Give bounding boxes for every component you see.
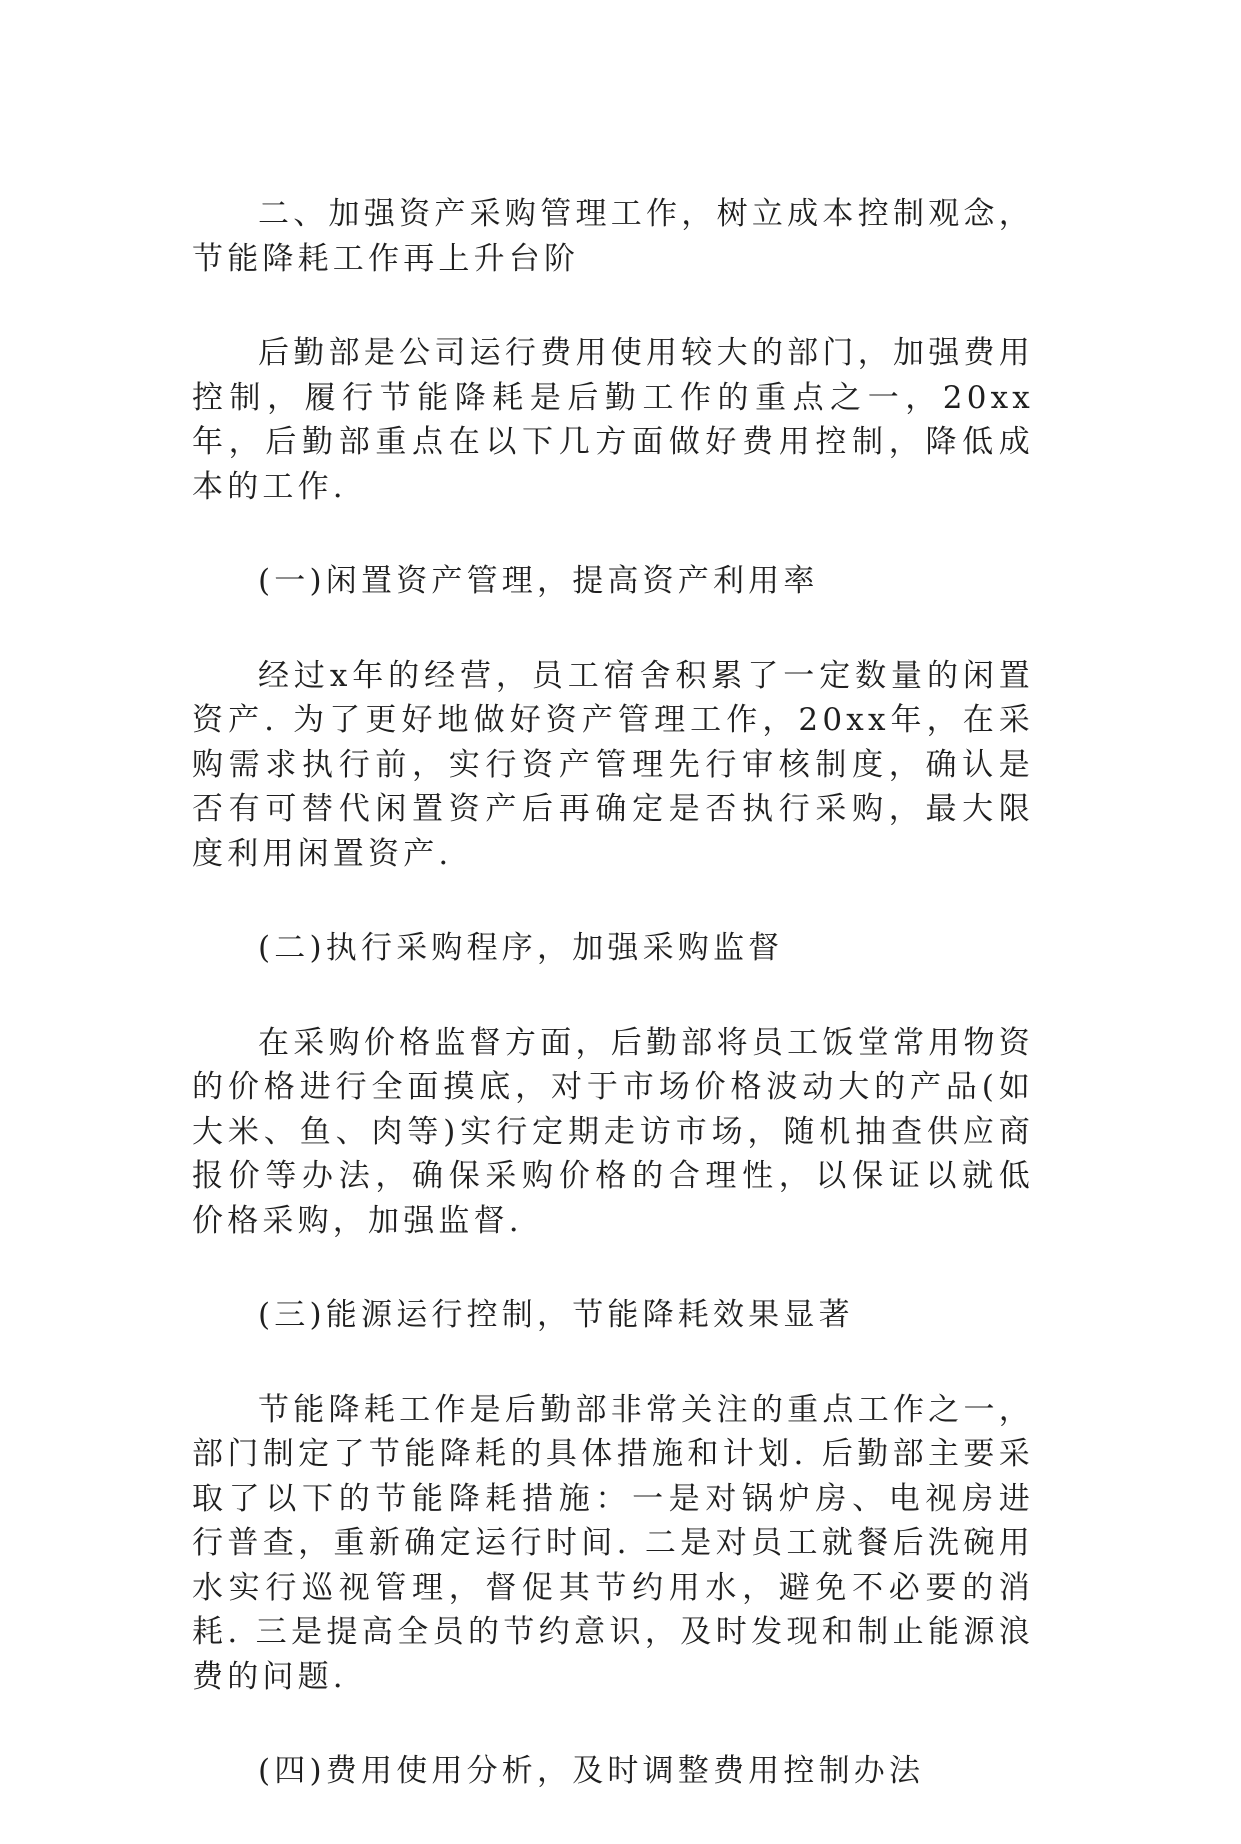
document-body	[192, 192, 1034, 1844]
subsection-heading: (三)能源运行控制，节能降耗效果显著	[258, 1297, 854, 1333]
subsection-heading: (一)闲置资产管理，提高资产利用率	[258, 563, 819, 599]
body-paragraph: 后勤部是公司运行费用使用较大的部门，加强费用控制，履行节能降耗是后勤工作的重点之一，20xx年，后勤部重点在以下几方面做好费用控制，降低成本的工作.	[192, 335, 1034, 505]
body-paragraph: 经过x年的经营，员工宿舍积累了一定数量的闲置资产. 为了更好地做好资产管理工作，20xx年，在采购需求执行前，实行资产管理先行审核制度，确认是否有可替代闲置资产后再确定是否执行采购，最大限度利用闲置资产.	[192, 657, 1034, 872]
subsection-heading: (四)费用使用分析，及时调整费用控制办法	[258, 1753, 925, 1789]
body-paragraph: 节能降耗工作是后勤部非常关注的重点工作之一，部门制定了节能降耗的具体措施和计划. 后勤部主要采取了以下的节能降耗措施：一是对锅炉房、电视房进行普查，重新确定运行时间. 二是对员工就餐后洗碗用水实行巡视管理，督促其节约用水，避免不必要的消耗. 三是提高全员的节约意识，及时发现和制止能源浪费的问题.	[192, 1391, 1034, 1695]
section-heading: 二、加强资产采购管理工作，树立成本控制观念，节能降耗工作再上升台阶	[192, 196, 1034, 277]
body-paragraph: 在采购价格监督方面，后勤部将员工饭堂常用物资的价格进行全面摸底，对于市场价格波动大的产品(如大米、鱼、肉等)实行定期走访市场，随机抽查供应商报价等办法，确保采购价格的合理性，以保证以就低价格采购，加强监督.	[192, 1024, 1034, 1239]
subsection-heading: (二)执行采购程序，加强采购监督	[258, 930, 784, 966]
